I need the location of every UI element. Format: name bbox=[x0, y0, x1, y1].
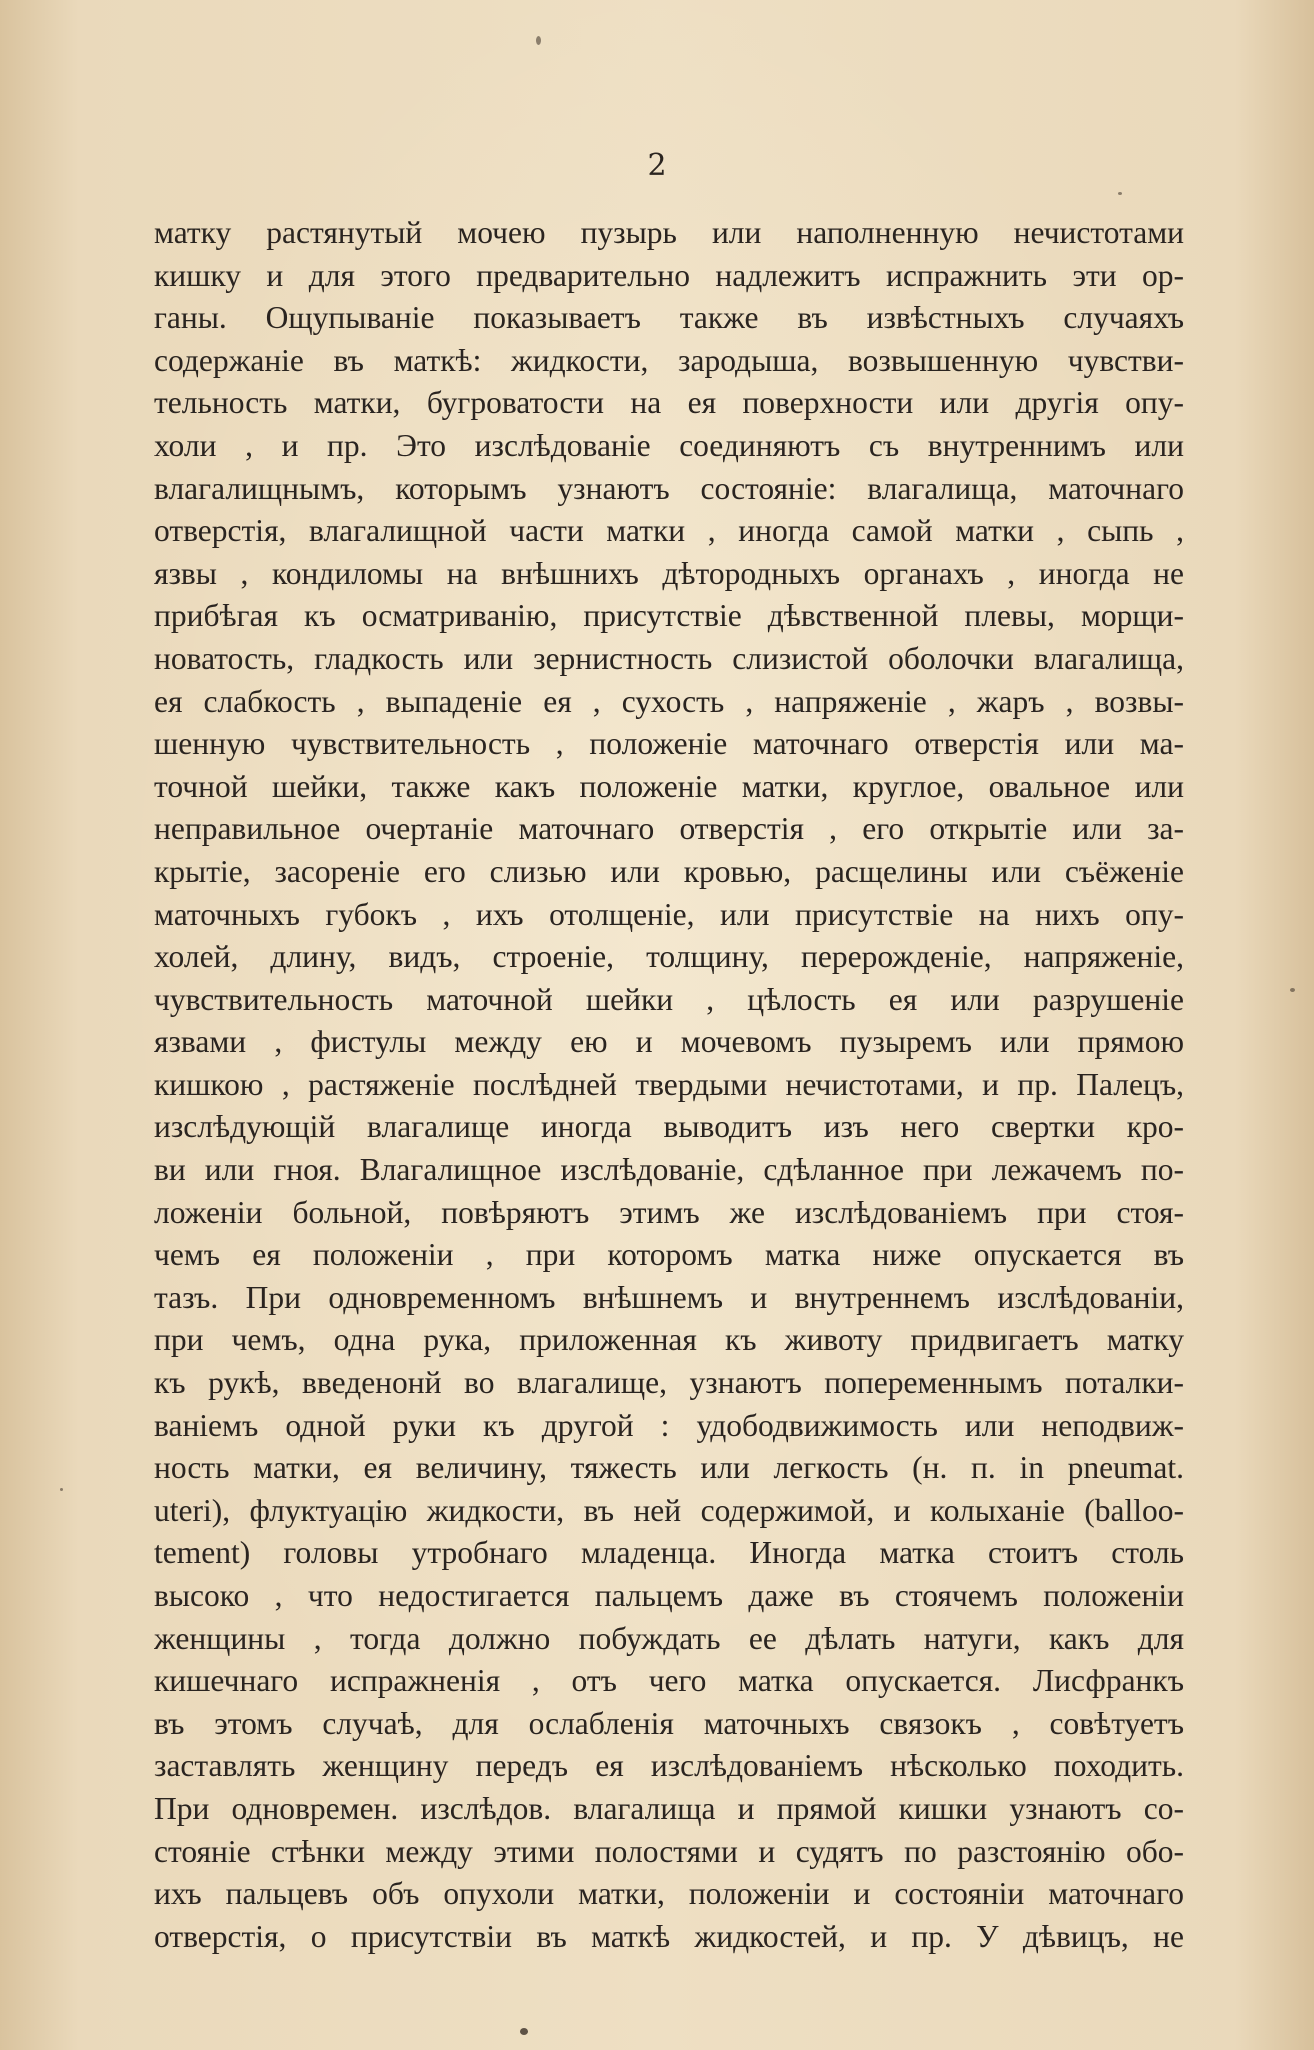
text-line: новатость, гладкость или зернистность слизистой оболочки влагалища, bbox=[154, 640, 1184, 676]
text-line: кишку и для этого предварительно надлежитъ испражнить эти ор- bbox=[154, 257, 1184, 293]
text-line: язвы , кондиломы на внѣшнихъ дѣтородныхъ органахъ , иногда не bbox=[154, 555, 1184, 591]
text-line: при чемъ, одна рука, приложенная къ животу придвигаетъ матку bbox=[154, 1322, 1184, 1358]
text-line: чувствительность маточной шейки , цѣлость ея или разрушеніе bbox=[154, 981, 1184, 1017]
text-line: содержаніе въ маткѣ: жидкости, зародыша, возвышенную чувстви- bbox=[154, 342, 1184, 378]
text-line: ея слабкость , выпаденіе ея , сухость , напряженіе , жаръ , возвы- bbox=[154, 683, 1184, 719]
text-line: холи , и пр. Это изслѣдованіе соединяютъ съ внутреннимъ или bbox=[154, 427, 1184, 463]
text-line: ганы. Ощупываніе показываетъ также въ извѣстныхъ случаяхъ bbox=[154, 300, 1184, 336]
text-line: ложеніи больной, повѣряютъ этимъ же изслѣдованіемъ при стоя- bbox=[154, 1194, 1184, 1230]
text-line: влагалищнымъ, которымъ узнаютъ состояніе: влагалища, маточнаго bbox=[154, 470, 1184, 506]
ink-speck bbox=[1290, 988, 1295, 992]
text-line: ихъ пальцевъ объ опухоли матки, положеніи и состояніи маточнаго bbox=[154, 1876, 1184, 1912]
text-line: uteri), флуктуацію жидкости, въ ней содержимой, и колыханіе (balloo- bbox=[154, 1492, 1184, 1528]
text-line: высоко , что недостигается пальцемъ даже въ стоячемъ положеніи bbox=[154, 1578, 1184, 1613]
ink-speck bbox=[60, 1488, 63, 1491]
text-line: ность матки, ея величину, тяжесть или легкость (н. п. in pneumat. bbox=[154, 1450, 1184, 1486]
text-line: язвами , фистулы между ею и мочевомъ пузыремъ или прямою bbox=[154, 1024, 1184, 1060]
text-line: ваніемъ одной руки къ другой : удободвижимость или неподвиж- bbox=[154, 1407, 1184, 1443]
ink-speck bbox=[520, 2028, 528, 2035]
text-line: кишечнаго испражненія , отъ чего матка опускается. Лисфранкъ bbox=[154, 1663, 1184, 1699]
text-line: точной шейки, также какъ положеніе матки, круглое, овальное или bbox=[154, 768, 1184, 804]
text-line: tement) головы утробнаго младенца. Иногда матка стоитъ столь bbox=[154, 1535, 1184, 1571]
text-line: неправильное очертаніе маточнаго отверстія , его открытіе или за- bbox=[154, 811, 1184, 847]
ink-speck bbox=[1118, 192, 1122, 195]
text-line: отверстія, о присутствіи въ маткѣ жидкостей, и пр. У дѣвицъ, не bbox=[154, 1918, 1184, 1954]
text-line: тельность матки, бугроватости на ея поверхности или другія опу- bbox=[154, 385, 1184, 421]
text-line: заставлять женщину передъ ея изслѣдованіемъ нѣсколько походить. bbox=[154, 1748, 1184, 1784]
text-line: изслѣдующій влагалище иногда выводитъ изъ него свертки кро- bbox=[154, 1109, 1184, 1145]
text-line: маточныхъ губокъ , ихъ отолщеніе, или присутствіе на нихъ опу- bbox=[154, 896, 1184, 932]
text-line: отверстія, влагалищной части матки , иногда самой матки , сыпь , bbox=[154, 513, 1184, 549]
text-line: прибѣгая къ осматриванію, присутствіе дѣвственной плевы, морщи- bbox=[154, 598, 1184, 634]
page-number: 2 bbox=[647, 148, 667, 183]
text-line: въ этомъ случаѣ, для ослабленія маточныхъ связокъ , совѣтуетъ bbox=[154, 1705, 1184, 1741]
text-line: При одновремен. изслѣдов. влагалища и прямой кишки узнаютъ со- bbox=[154, 1790, 1184, 1826]
text-line: ви или гноя. Влагалищное изслѣдованіе, сдѣланное при лежачемъ по- bbox=[154, 1152, 1184, 1188]
text-line: тазъ. При одновременномъ внѣшнемъ и внутреннемъ изслѣдованіи, bbox=[154, 1279, 1184, 1315]
text-line: женщины , тогда должно побуждать ее дѣлать натуги, какъ для bbox=[154, 1620, 1184, 1656]
text-line: кишкою , растяженіе послѣдней твердыми нечистотами, и пр. Палецъ, bbox=[154, 1066, 1184, 1102]
text-line: къ рукѣ, введенонй во влагалище, узнаютъ попеременнымъ поталки- bbox=[154, 1365, 1184, 1401]
text-line: холей, длину, видъ, строеніе, толщину, перерожденіе, напряженіе, bbox=[154, 939, 1184, 975]
text-line: крытіе, засореніе его слизью или кровью, расщелины или съёженіе bbox=[154, 853, 1184, 889]
ink-speck bbox=[536, 36, 541, 45]
body-text bbox=[154, 212, 1184, 1958]
text-line: стояніе стѣнки между этими полостями и судятъ по разстоянію обо- bbox=[154, 1833, 1184, 1869]
text-line: чемъ ея положеніи , при которомъ матка ниже опускается въ bbox=[154, 1237, 1184, 1273]
text-line: матку растянутый мочею пузырь или наполненную нечистотами bbox=[154, 215, 1184, 250]
text-line: шенную чувствительность , положеніе маточнаго отверстія или ма- bbox=[154, 726, 1184, 762]
